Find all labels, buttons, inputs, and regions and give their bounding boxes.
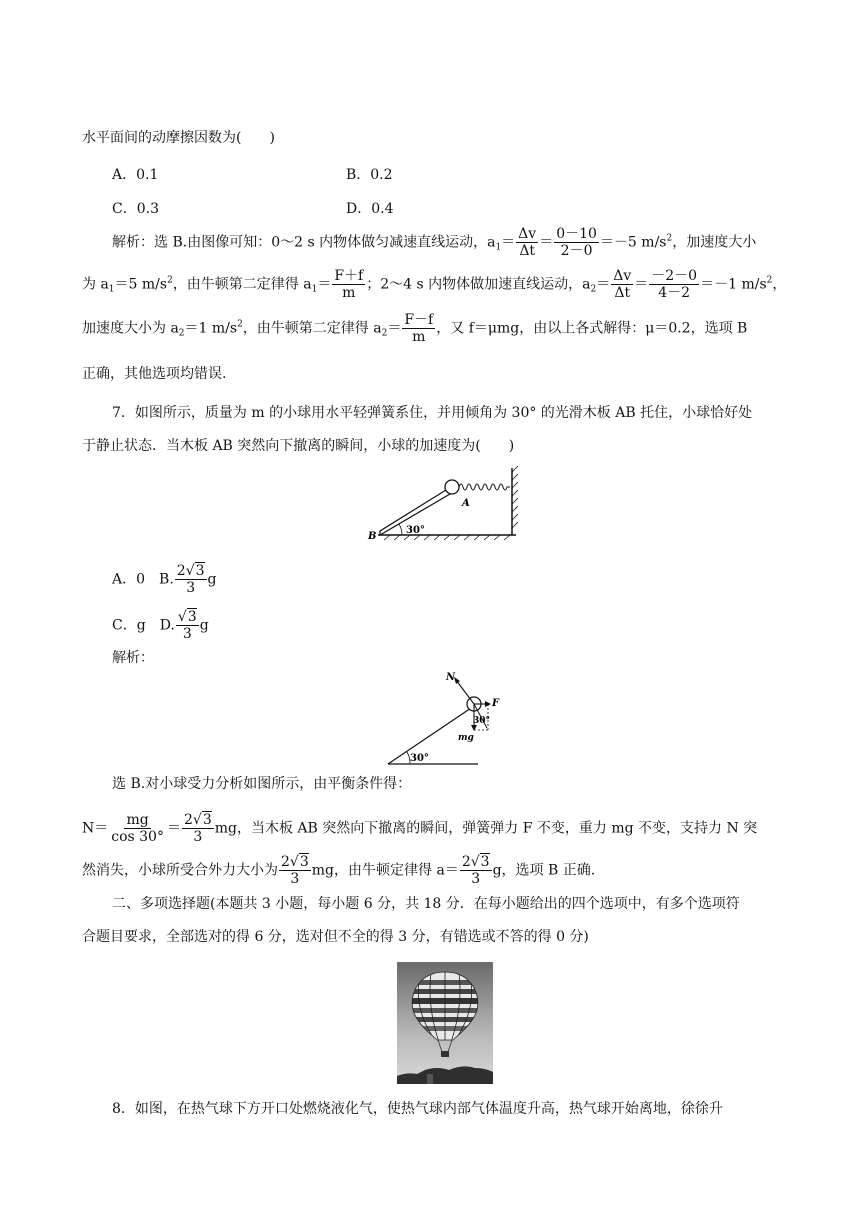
q7-solution-line-2: N＝ $\frac{mg}{\cos 30^\circ}$ ＝ $\frac{2√3}{3}$ mg，当木板 AB 突然向下撤离的瞬间，弹簧弹力 F 不变，重力 mg 不变，支持力 N 突 [82,812,758,845]
q7-solution-line-1: 选 B.对小球受力分析如图所示，由平衡条件得： [112,776,412,792]
fig2-label-mg: mg [458,733,474,743]
q7-figure-spring-ball-incline [360,462,530,544]
fig1-label-b: B [368,531,377,542]
fig1-angle-label: 30° [406,525,425,536]
q6-analysis-line-2: 为 $a_1=5$ $m/s^2$，由牛顿第二定律得 $a_1=$ $\frac{F+f}{m}$ ；2～4 s 内物体做加速直线运动，$a_2=$ $\frac{\Delta v}{\Delta t}$ ＝ $\frac{-2-0}{4-2}$ ＝－1 $m/s^2$， [82,268,787,301]
fig2-label-n: N [446,672,456,683]
q6-analysis-line-4: 正确，其他选项均错误. [82,366,227,382]
section-2-heading-line-1: 二、多项选择题(本题共 3 小题，每小题 6 分，共 18 分．在每小题给出的四个选项中，有多个选项符 [112,896,740,912]
q7-solution-line-3: 然消失，小球所受合外力大小为 $\frac{2√3}{3}$ mg，由牛顿定律得 a＝ $\frac{2√3}{3}$ g，选项 B 正确. [82,854,596,887]
q6-option-c: C．0.3 [112,201,159,217]
q6-analysis-line-3: 加速度大小为 $a_2=1$ $m/s^2$，由牛顿第二定律得 $a_2=$ $\frac{F-f}{m}$ ，又 f＝μmg，由以上各式解得：μ＝0.2，选项 B [82,312,748,345]
fig2-angle-base: 30° [410,753,429,764]
fig2-angle-ball: 30° [473,716,491,726]
q6-option-a: A．0.1 [112,167,159,183]
section-2-heading-line-2: 合题目要求，全部选对的得 6 分，选对但不全的得 3 分，有错选或不答的得 0 分) [82,929,589,945]
q6-analysis-line-1: 解析：选 B.由图像可知：0～2 s 内物体做匀减速直线运动，$a_1=$ $\frac{\Delta v}{\Delta t}$ ＝ $\frac{0-10}{2-0}$ ＝－5 $m/s^2$，加速度大小 [112,226,757,259]
q7-stem-line-1: 7．如图所示，质量为 m 的小球用水平轻弹簧系住，并用倾角为 30° 的光滑木板 AB 托住，小球恰好处 [112,405,753,421]
q7-figure-force-diagram [380,668,530,768]
q7-stem-line-2: 于静止状态．当木板 AB 突然向下撤离的瞬间，小球的加速度为( ) [82,438,515,454]
fig2-label-f: F [492,698,500,709]
q8-stem-line-1: 8．如图，在热气球下方开口处燃烧液化气，使热气球内部气体温度升高，热气球开始离地，徐徐升 [112,1101,723,1117]
q6-stem-tail: 水平面间的动摩擦因数为( ) [82,130,275,146]
q7-options-cd: C．g D. $\frac{√3}{3}$ g [112,609,209,642]
q6-option-d: D．0.4 [346,201,394,217]
q7-options-ab: A．0 B. $\frac{2√3}{3}$ g [112,563,217,596]
hot-air-balloon-photo [397,962,493,1084]
fig1-label-a: A [462,498,470,509]
q6-option-b: B．0.2 [346,167,393,183]
q7-analysis-label: 解析： [112,650,154,666]
